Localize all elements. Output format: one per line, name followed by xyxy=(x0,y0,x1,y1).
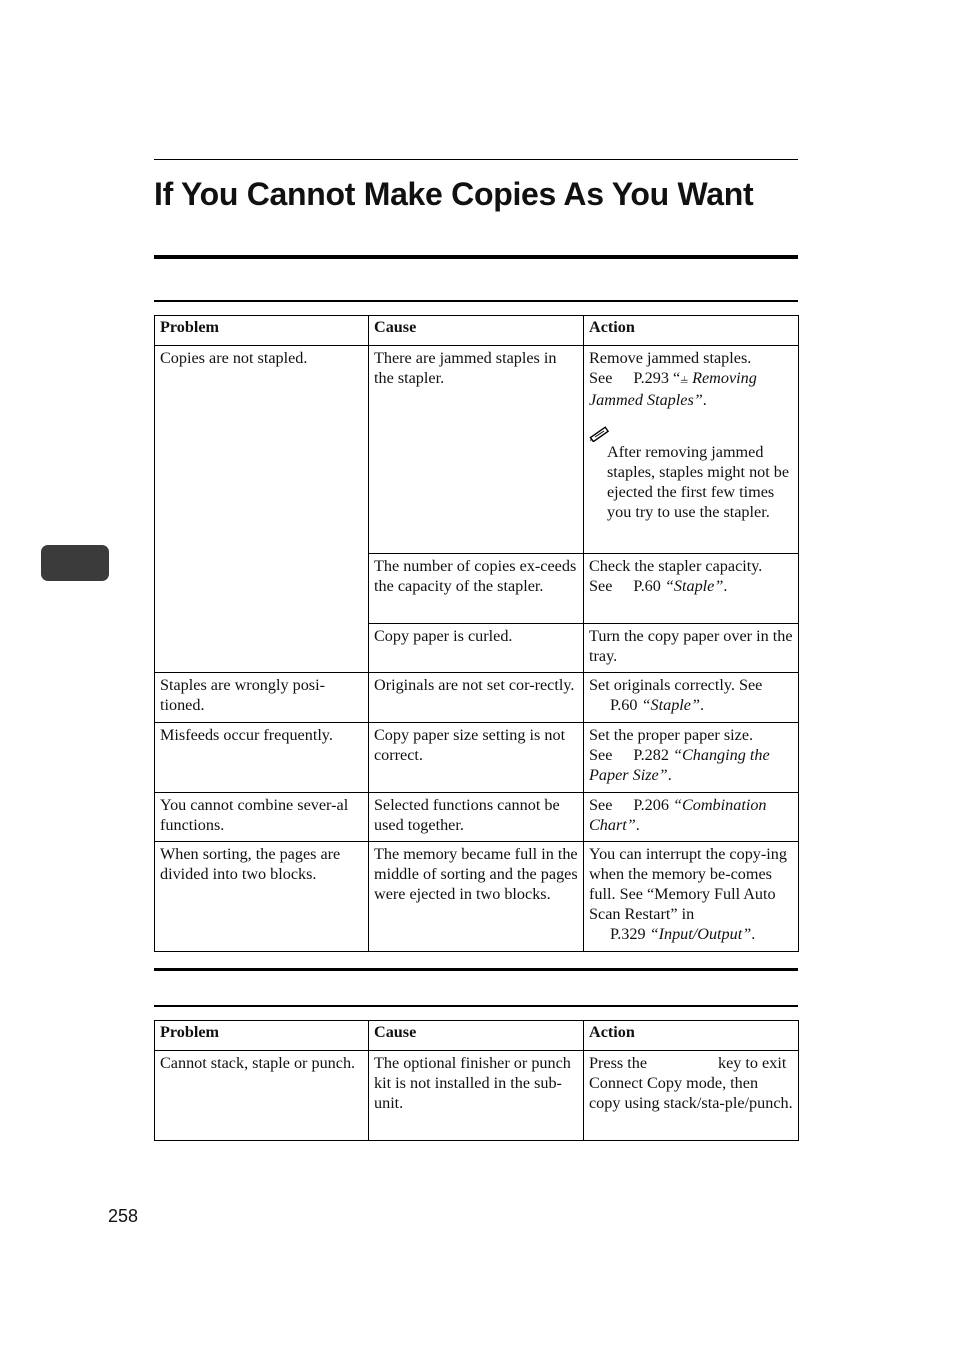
column-header-problem: Problem xyxy=(155,1021,369,1051)
column-header-action: Action xyxy=(584,316,799,346)
cause-cell: The optional finisher or punch kit is not installed in the sub-unit. xyxy=(369,1051,584,1141)
action-cell xyxy=(584,346,799,554)
action-cell: Turn the copy paper over in the tray. xyxy=(584,624,799,673)
table-row xyxy=(155,842,799,952)
section-rule-3 xyxy=(154,1005,798,1007)
problem-cell: Cannot stack, staple or punch. xyxy=(155,1051,369,1141)
table-header-row xyxy=(155,1021,799,1051)
action-reference: P.329 “Input/Output”. xyxy=(610,925,756,943)
header-rule xyxy=(154,159,798,160)
column-header-problem: Problem xyxy=(155,316,369,346)
action-cell: Press the key to exit Connect Copy mode, then copy using stack/sta-ple/punch. xyxy=(584,1051,799,1141)
action-line: Remove jammed staples. xyxy=(589,349,752,367)
page-title: If You Cannot Make Copies As You Want xyxy=(154,176,754,212)
section-rule-1 xyxy=(154,300,798,302)
page-number: 258 xyxy=(108,1206,139,1226)
cause-cell: There are jammed staples in the stapler. xyxy=(369,346,584,554)
column-header-cause: Cause xyxy=(369,1021,584,1051)
problem-cell: When sorting, the pages are divided into two blocks. xyxy=(155,842,369,952)
action-reference: See P.60 “Staple”. xyxy=(589,577,728,595)
action-reference: P.60 “Staple”. xyxy=(610,696,705,714)
title-underline xyxy=(154,255,798,259)
problem-cell: Misfeeds occur frequently. xyxy=(155,723,369,793)
cause-cell: The memory became full in the middle of sorting and the pages were ejected in two blocks. xyxy=(369,842,584,952)
staple-icon: ⫨ xyxy=(680,372,689,387)
table-row xyxy=(155,723,799,793)
note xyxy=(589,424,793,522)
table-row xyxy=(155,673,799,723)
see-label: See xyxy=(589,369,613,387)
note-text: After removing jammed staples, staples might not be ejected the first few times you try to use the stapler. xyxy=(607,443,790,521)
action-cell: Check the stapler capacity. See P.60 “Staple”. xyxy=(584,554,799,624)
action-cell: You can interrupt the copy-ing when the memory be-comes full. See “Memory Full Auto Scan Restart” in P.329 “Input/Output”. xyxy=(584,842,799,952)
action-reference: See P.206 “Combination Chart”. xyxy=(589,796,767,834)
problem-cell: Copies are not stapled. xyxy=(155,346,369,673)
cause-cell: Copy paper is curled. xyxy=(369,624,584,673)
problem-cell: You cannot combine sever-al functions. xyxy=(155,793,369,842)
section-rule-2 xyxy=(154,968,798,971)
cause-cell: The number of copies ex-ceeds the capacity of the stapler. xyxy=(369,554,584,624)
action-reference: See P.293 “⫨ Removing Jammed Staples”. xyxy=(589,369,757,409)
action-cell xyxy=(584,793,799,842)
cause-cell: Originals are not set cor-rectly. xyxy=(369,673,584,723)
problem-cell: Staples are wrongly posi-tioned. xyxy=(155,673,369,723)
column-header-cause: Cause xyxy=(369,316,584,346)
cause-cell: Copy paper size setting is not correct. xyxy=(369,723,584,793)
note-pencil-icon xyxy=(589,424,611,442)
reference-title: Removing Jammed Staples” xyxy=(589,369,757,409)
action-cell: Set originals correctly. See P.60 “Staple”. xyxy=(584,673,799,723)
table-row xyxy=(155,793,799,842)
table-header-row xyxy=(155,316,799,346)
connect-copy-troubleshooting-table xyxy=(154,1020,799,1141)
page-reference: P.293 “ xyxy=(633,369,681,387)
action-reference: See P.282 “Changing the Paper Size”. xyxy=(589,746,770,784)
column-header-action: Action xyxy=(584,1021,799,1051)
cause-cell: Selected functions cannot be used together. xyxy=(369,793,584,842)
action-cell: Set the proper paper size. See P.282 “Changing the Paper Size”. xyxy=(584,723,799,793)
table-row xyxy=(155,1051,799,1141)
table-row xyxy=(155,346,799,554)
chapter-tab xyxy=(41,545,109,581)
finisher-troubleshooting-table xyxy=(154,315,799,952)
